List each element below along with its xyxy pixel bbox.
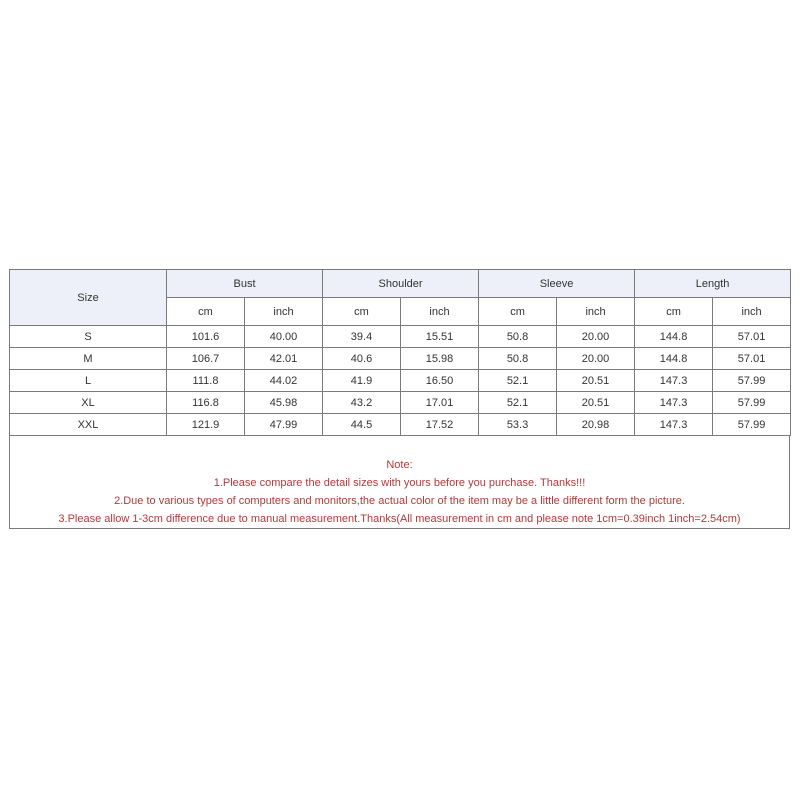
- table-cell: 57.01: [713, 348, 791, 370]
- unit-header: cm: [323, 298, 401, 326]
- size-table: [9, 269, 791, 436]
- size-cell: S: [10, 326, 167, 348]
- table-row: [10, 348, 791, 370]
- size-cell: XL: [10, 392, 167, 414]
- table-cell: 144.8: [635, 326, 713, 348]
- table-cell: 106.7: [167, 348, 245, 370]
- unit-header: inch: [713, 298, 791, 326]
- table-cell: 44.5: [323, 414, 401, 436]
- unit-header: cm: [635, 298, 713, 326]
- table-cell: 20.51: [557, 392, 635, 414]
- table-cell: 144.8: [635, 348, 713, 370]
- table-cell: 40.00: [245, 326, 323, 348]
- size-cell: L: [10, 370, 167, 392]
- table-cell: 57.99: [713, 392, 791, 414]
- note-line-3: 3.Please allow 1-3cm difference due to manual measurement.Thanks(All measurement in cm and please note 1cm=0.39inch 1inch=2.54cm): [58, 513, 741, 525]
- table-cell: 111.8: [167, 370, 245, 392]
- table-cell: 20.51: [557, 370, 635, 392]
- table-cell: 42.01: [245, 348, 323, 370]
- table-cell: 43.2: [323, 392, 401, 414]
- table-cell: 116.8: [167, 392, 245, 414]
- table-row: [10, 370, 791, 392]
- table-cell: 15.51: [401, 326, 479, 348]
- table-cell: 57.01: [713, 326, 791, 348]
- table-cell: 101.6: [167, 326, 245, 348]
- unit-header: inch: [401, 298, 479, 326]
- table-cell: 121.9: [167, 414, 245, 436]
- table-cell: 147.3: [635, 370, 713, 392]
- size-column-header: Size: [10, 270, 167, 326]
- sleeve-header: Sleeve: [479, 270, 635, 298]
- unit-header: inch: [557, 298, 635, 326]
- table-cell: 44.02: [245, 370, 323, 392]
- table-cell: 15.98: [401, 348, 479, 370]
- table-cell: 50.8: [479, 326, 557, 348]
- length-header: Length: [635, 270, 791, 298]
- table-cell: 147.3: [635, 414, 713, 436]
- size-chart: [9, 269, 790, 529]
- table-cell: 57.99: [713, 414, 791, 436]
- size-cell: XXL: [10, 414, 167, 436]
- notes-box: [9, 436, 790, 529]
- header-row-groups: [10, 270, 791, 298]
- table-cell: 47.99: [245, 414, 323, 436]
- table-cell: 40.6: [323, 348, 401, 370]
- table-cell: 17.52: [401, 414, 479, 436]
- table-cell: 50.8: [479, 348, 557, 370]
- bust-header: Bust: [167, 270, 323, 298]
- unit-header: inch: [245, 298, 323, 326]
- table-cell: 57.99: [713, 370, 791, 392]
- table-cell: 20.00: [557, 348, 635, 370]
- size-cell: M: [10, 348, 167, 370]
- table-cell: 41.9: [323, 370, 401, 392]
- notes-title: Note:: [386, 459, 413, 471]
- note-line-2: 2.Due to various types of computers and monitors,the actual color of the item may be a little different form the picture.: [114, 495, 685, 507]
- table-cell: 16.50: [401, 370, 479, 392]
- table-row: [10, 392, 791, 414]
- table-cell: 17.01: [401, 392, 479, 414]
- note-line-1: 1.Please compare the detail sizes with yours before you purchase. Thanks!!!: [213, 477, 586, 489]
- table-cell: 20.98: [557, 414, 635, 436]
- table-cell: 39.4: [323, 326, 401, 348]
- table-cell: 53.3: [479, 414, 557, 436]
- unit-header: cm: [167, 298, 245, 326]
- table-cell: 52.1: [479, 392, 557, 414]
- unit-header: cm: [479, 298, 557, 326]
- table-cell: 45.98: [245, 392, 323, 414]
- table-row: [10, 414, 791, 436]
- shoulder-header: Shoulder: [323, 270, 479, 298]
- table-cell: 20.00: [557, 326, 635, 348]
- table-cell: 147.3: [635, 392, 713, 414]
- table-cell: 52.1: [479, 370, 557, 392]
- table-row: [10, 326, 791, 348]
